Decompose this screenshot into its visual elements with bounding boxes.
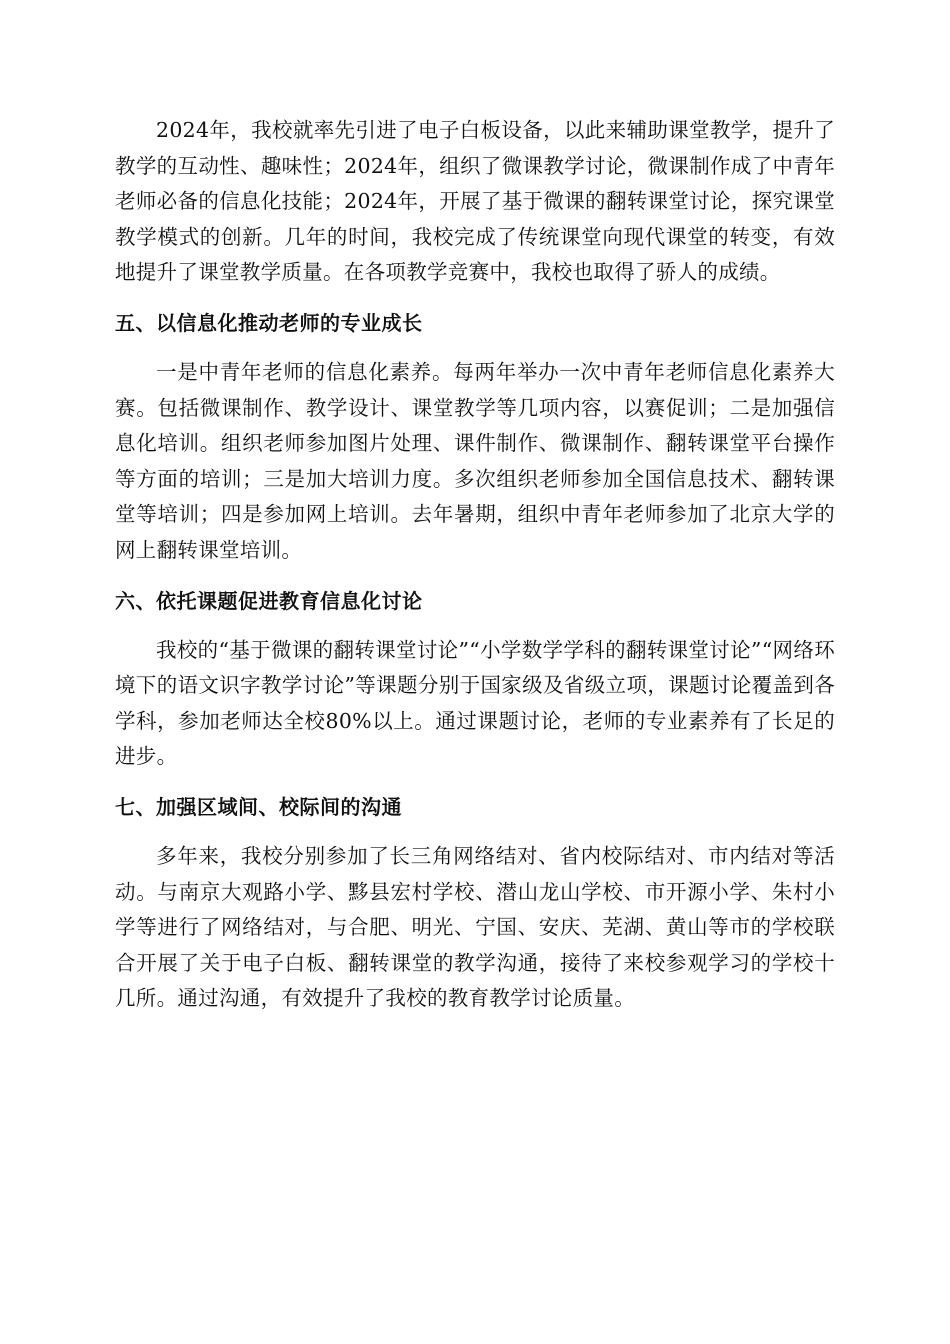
section-6-paragraph: 我校的“基于微课的翻转课堂讨论”“小学数学学科的翻转课堂讨论”“网络环境下的语文识字教学讨论”等课题分别于国家级及省级立项，课题讨论覆盖到各学科，参加老师达全校80%以上。通过课题讨论，老师的专业素养有了长足的进步。 (115, 637, 835, 769)
intro-paragraph: 2024年，我校就率先引进了电子白板设备，以此来辅助课堂教学，提升了教学的互动性、趣味性；2024年，组织了微课教学讨论，微课制作成了中青年老师必备的信息化技能；2024年，开展了基于微课的翻转课堂讨论，探究课堂教学模式的创新。几年的时间，我校完成了传统课堂向现代课堂的转变，有效地提升了课堂教学质量。在各项教学竞赛中，我校也取得了骄人的成绩。 (115, 118, 835, 285)
section-5-heading: 五、以信息化推动老师的专业成长 (115, 310, 423, 335)
document-body (115, 113, 835, 1017)
section-6-heading: 六、依托课题促进教育信息化讨论 (115, 588, 423, 613)
section-5-paragraph: 一是中青年老师的信息化素养。每两年举办一次中青年老师信息化素养大赛。包括微课制作、教学设计、课堂教学等几项内容，以赛促训；二是加强信息化培训。组织老师参加图片处理、课件制作、微课制作、翻转课堂平台操作等方面的培训；三是加大培训力度。多次组织老师参加全国信息技术、翻转课堂等培训；四是参加网上培训。去年暑期，组织中青年老师参加了北京大学的网上翻转课堂培训。 (115, 359, 835, 562)
section-7-paragraph: 多年来，我校分别参加了长三角网络结对、省内校际结对、市内结对等活动。与南京大观路小学、黟县宏村学校、潜山龙山学校、市开源小学、朱村小学等进行了网络结对，与合肥、明光、宁国、安庆、芜湖、黄山等市的学校联合开展了关于电子白板、翻转课堂的教学沟通，接待了来校参观学习的学校十几所。通过沟通，有效提升了我校的教育教学讨论质量。 (115, 843, 835, 1011)
section-7-heading: 七、加强区域间、校际间的沟通 (115, 794, 402, 819)
